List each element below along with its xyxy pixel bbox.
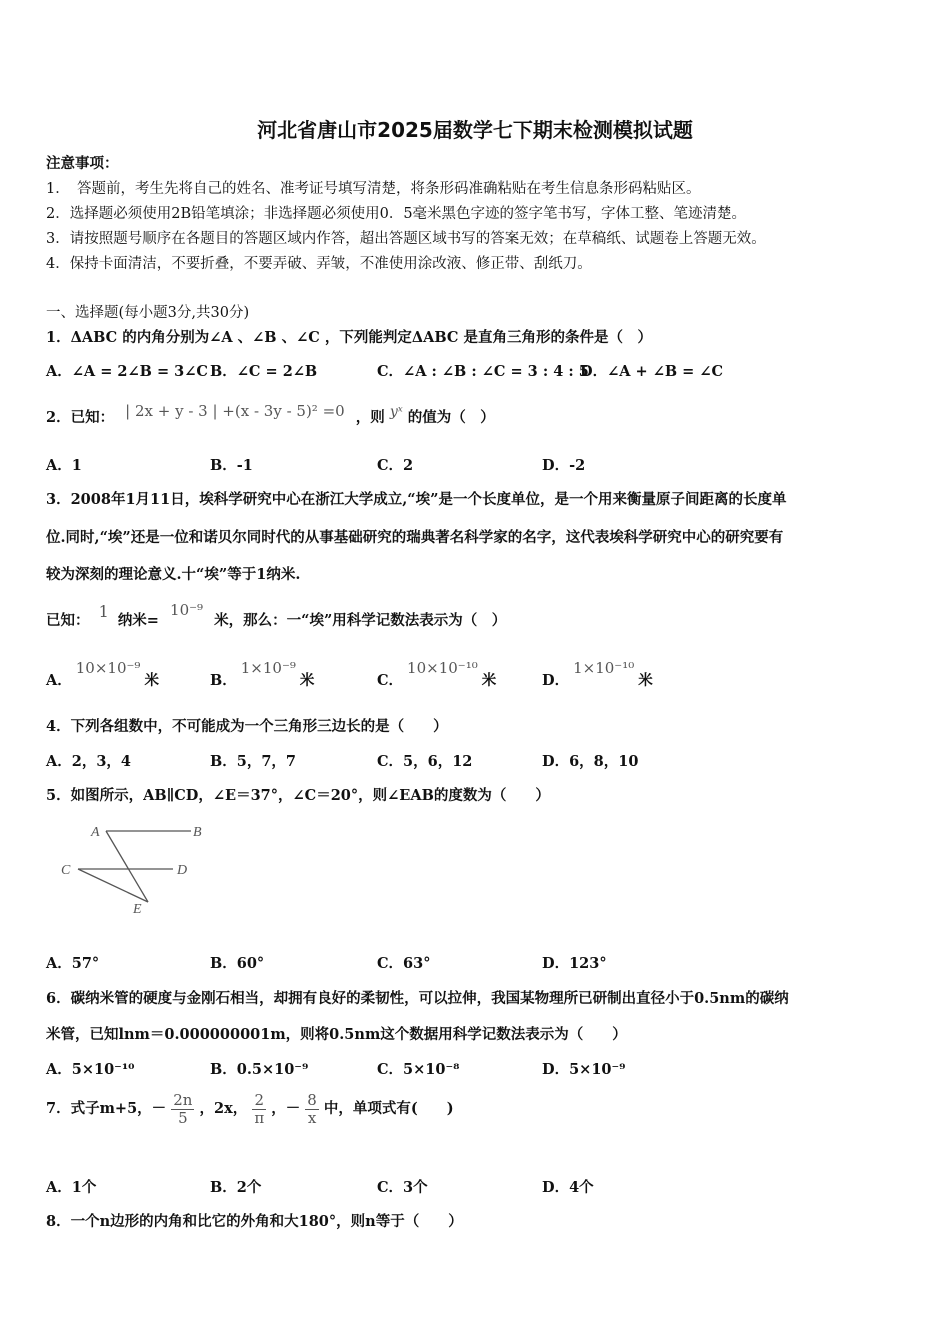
label-a: A — [91, 825, 100, 840]
q2-power: yˣ — [389, 404, 403, 420]
frac-den: 5 — [178, 1108, 188, 1127]
q4-option-a[interactable]: A．2，3，4 — [46, 753, 132, 770]
question-3-line: 较为深刻的理论意义.十“埃”等于1纳米. — [46, 566, 301, 583]
frac-num: 2n — [173, 1091, 193, 1109]
notice-item: 3．请按照题号顺序在各题目的答题区域内作答，超出答题区域书写的答案无效；在草稿纸、试题卷上答题无效。 — [46, 231, 766, 247]
q2-option-b[interactable]: B．-1 — [210, 457, 253, 474]
question-4-stem: 4．下列各组数中，不可能成为一个三角形三边长的是（ ） — [46, 718, 448, 735]
q3-option-unit: 米 — [638, 672, 653, 689]
q3-known-suffix: 米，那么：一“埃”用科学记数法表示为（ ） — [214, 612, 507, 629]
section-heading: 一、选择题(每小题3分,共30分) — [46, 305, 250, 321]
frac-num: 8 — [307, 1091, 317, 1109]
label-c: C — [61, 863, 71, 878]
q3-option-label: B． — [210, 672, 237, 689]
q2-suffix: 的值为（ ） — [407, 409, 495, 426]
question-7-stem — [46, 1092, 454, 1126]
q1-option-b[interactable]: B．∠C = 2∠B — [210, 363, 318, 380]
q3-option-expr: 1×10⁻¹⁰ — [573, 659, 635, 677]
q7-sep2: ，－ — [271, 1100, 301, 1117]
q3-option-unit: 米 — [481, 672, 497, 689]
q3-option-c[interactable] — [377, 659, 497, 690]
notice-item: 4．保持卡面清洁，不要折叠，不要弄破、弄皱，不准使用涂改液、修正带、刮纸刀。 — [46, 256, 592, 272]
label-d: D — [177, 863, 188, 878]
q4-option-c[interactable]: C．5，6，12 — [377, 753, 473, 770]
question-6-line: 米管，已知lnm＝0.000000001m，则将0.5nm这个数据用科学记数法表示为（ ） — [46, 1026, 627, 1043]
frac-num: 2 — [252, 1092, 266, 1110]
q3-option-label: C． — [377, 672, 404, 689]
q7-option-c[interactable]: C．3个 — [377, 1179, 428, 1196]
q7-fraction-3 — [305, 1092, 319, 1126]
q3-option-b[interactable] — [210, 659, 315, 690]
q6-option-c[interactable]: C．5×10⁻⁸ — [377, 1061, 460, 1078]
question-3-known — [46, 601, 507, 630]
q3-known-mid: 纳米= — [117, 612, 159, 629]
q7-fraction-2 — [252, 1092, 266, 1126]
q7-option-a[interactable]: A．1个 — [46, 1179, 97, 1196]
notice-item: 1． 答题前，考生先将自己的姓名、准考证号填写清楚，将条形码准确粘贴在考生信息条形码粘贴区。 — [46, 181, 701, 197]
q7-suffix: 中，单项式有( ) — [323, 1100, 454, 1117]
question-5-stem: 5．如图所示，AB∥CD，∠E＝37°，∠C＝20°，则∠EAB的度数为（ ） — [46, 787, 550, 804]
question-6-line: 6．碳纳米管的硬度与金刚石相当，却拥有良好的柔韧性，可以拉伸，我国某物理所已研制出直径小于0.5nm的碳纳 — [46, 990, 789, 1007]
label-e: E — [133, 902, 142, 917]
q3-option-label: A． — [46, 672, 72, 689]
question-3-line: 3．2008年1月11日，埃科学研究中心在浙江大学成立,“埃”是一个长度单位，是一个用来衡量原子间距离的长度单 — [46, 491, 787, 508]
q7-sep1: ，2x， — [199, 1100, 248, 1117]
question-3-line: 位.同时,“埃”还是一位和诺贝尔同时代的从事基础研究的瑞典著名科学家的名字，这代表埃科学研究中心的研究要有 — [46, 529, 784, 546]
q7-prefix: 7．式子m+5，－ — [46, 1100, 167, 1117]
q3-option-expr: 10×10⁻¹⁰ — [407, 659, 478, 677]
q3-option-expr: 10×10⁻⁹ — [75, 659, 141, 677]
q6-option-d[interactable]: D．5×10⁻⁹ — [542, 1061, 626, 1078]
q5-option-d[interactable]: D．123° — [542, 955, 607, 972]
question-1-stem: 1．ΔABC 的内角分别为∠A 、∠B 、∠C ，下列能判定ΔABC 是直角三角形的条件是（ ） — [46, 329, 652, 346]
q5-option-a[interactable]: A．57° — [46, 955, 100, 972]
label-b: B — [193, 825, 202, 840]
q6-option-b[interactable]: B．0.5×10⁻⁹ — [210, 1061, 309, 1078]
q3-known-prefix: 已知： — [46, 612, 90, 629]
q2-formula: | 2x + y - 3 | +(x - 3y - 5)² =0 — [125, 402, 345, 420]
q4-option-b[interactable]: B．5，7，7 — [210, 753, 297, 770]
q3-known-pow: 10⁻⁹ — [170, 601, 204, 619]
notice-item: 2．选择题必须使用2B铅笔填涂；非选择题必须使用0．5毫米黑色字迹的签字笔书写，字体工整、笔迹清楚。 — [46, 206, 747, 222]
q3-option-a[interactable] — [46, 659, 159, 690]
q7-option-b[interactable]: B．2个 — [210, 1179, 262, 1196]
page-title: 河北省唐山市2025届数学七下期末检测模拟试题 — [257, 118, 693, 142]
notice-heading: 注意事项： — [46, 155, 119, 172]
q6-option-a[interactable]: A．5×10⁻¹⁰ — [46, 1061, 135, 1078]
question-2-stem — [46, 402, 495, 427]
q1-option-d[interactable]: D．∠A + ∠B = ∠C — [580, 363, 724, 380]
q2-prefix: 2．已知： — [46, 409, 115, 426]
q1-option-a[interactable]: A．∠A = 2∠B = 3∠C — [46, 363, 208, 380]
q1-option-c[interactable]: C．∠A : ∠B : ∠C = 3 : 4 : 5 — [377, 363, 589, 380]
q2-option-a[interactable]: A．1 — [46, 457, 82, 474]
q3-option-expr: 1×10⁻⁹ — [240, 659, 296, 677]
q3-option-d[interactable] — [542, 659, 653, 690]
question-8-stem: 8．一个n边形的内角和比它的外角和大180°，则n等于（ ） — [46, 1213, 463, 1230]
q5-option-b[interactable]: B．60° — [210, 955, 265, 972]
q7-option-d[interactable]: D．4个 — [542, 1179, 594, 1196]
q3-known-one: 1 — [98, 602, 109, 621]
q5-option-c[interactable]: C．63° — [377, 955, 431, 972]
q2-option-d[interactable]: D．-2 — [542, 457, 586, 474]
line-ae — [106, 831, 148, 902]
q4-option-d[interactable]: D．6，8，10 — [542, 753, 639, 770]
frac-den: π — [254, 1108, 265, 1127]
q2-mid: ，则 — [355, 409, 385, 426]
q3-option-label: D． — [542, 672, 570, 689]
q3-option-unit: 米 — [299, 672, 315, 689]
q7-fraction-1 — [171, 1092, 194, 1126]
frac-den: x — [307, 1108, 317, 1127]
q2-option-c[interactable]: C．2 — [377, 457, 414, 474]
q3-option-unit: 米 — [144, 672, 159, 689]
q5-figure — [56, 818, 216, 918]
